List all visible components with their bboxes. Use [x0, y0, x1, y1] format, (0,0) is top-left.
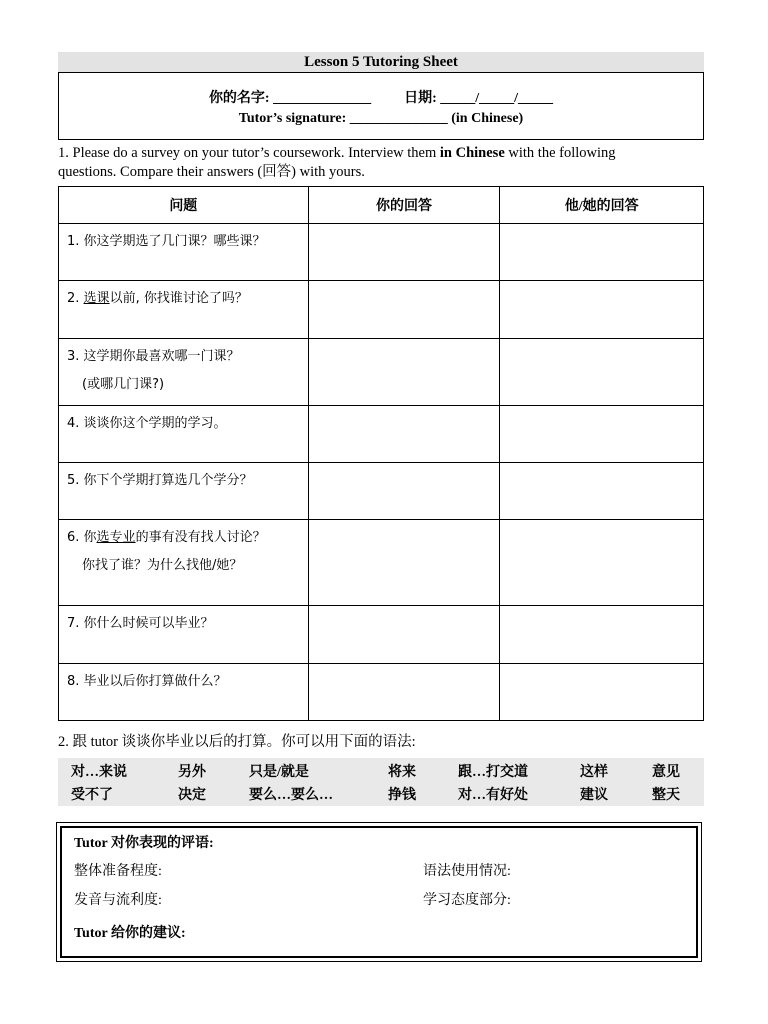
- your-answer-cell[interactable]: [308, 606, 500, 664]
- grammar-item: 对…有好处: [458, 788, 528, 803]
- question-8: 8. 毕业以后你打算做什么？: [59, 664, 309, 721]
- instruction-1-text-b: with the following: [504, 145, 616, 161]
- their-answer-cell[interactable]: [500, 520, 704, 606]
- your-answer-cell[interactable]: [308, 281, 500, 339]
- prep-label: 整体准备程度:: [74, 864, 162, 879]
- name-date-line: [59, 87, 703, 107]
- grammar-use-label: 语法使用情况:: [423, 864, 511, 879]
- grammar-item: 对…来说: [71, 765, 127, 780]
- your-answer-cell[interactable]: [308, 664, 500, 721]
- sheet-title: Lesson 5 Tutoring Sheet: [58, 52, 704, 72]
- grammar-item: 要么…要么…: [249, 788, 333, 803]
- table-row: [59, 463, 704, 520]
- your-answer-cell[interactable]: [308, 339, 500, 406]
- table-header-row: [59, 187, 704, 224]
- grammar-item: 挣钱: [388, 788, 416, 803]
- grammar-item: 将来: [388, 765, 416, 780]
- grammar-item: 意见: [652, 765, 680, 780]
- question-2: 2. 选课以前, 你找谁讨论了吗？: [59, 281, 309, 339]
- their-answer-cell[interactable]: [500, 463, 704, 520]
- their-answer-cell[interactable]: [500, 281, 704, 339]
- question-5: 5. 你下个学期打算选几个学分？: [59, 463, 309, 520]
- pronunciation-label: 发音与流利度:: [74, 893, 162, 908]
- evaluation-title: Tutor 对你表现的评语:: [74, 836, 214, 851]
- signature-note: (in Chinese): [451, 111, 524, 126]
- table-row: [59, 281, 704, 339]
- their-answer-cell[interactable]: [500, 339, 704, 406]
- date-label: 日期:: [404, 91, 437, 106]
- instruction-1-bold: in Chinese: [439, 145, 505, 161]
- signature-blank[interactable]: ______________: [349, 111, 448, 126]
- question-3: 3. 这学期你最喜欢哪一门课？ (或哪几门课?): [59, 339, 309, 406]
- grammar-box: [58, 758, 704, 806]
- grammar-item: 跟…打交道: [458, 765, 528, 780]
- grammar-item: 决定: [178, 788, 206, 803]
- header-your-answer: 你的回答: [308, 187, 500, 224]
- your-answer-cell[interactable]: [308, 224, 500, 281]
- signature-label: Tutor’s signature:: [238, 111, 347, 126]
- your-answer-cell[interactable]: [308, 463, 500, 520]
- their-answer-cell[interactable]: [500, 406, 704, 463]
- your-answer-cell[interactable]: [308, 406, 500, 463]
- question-4: 4. 谈谈你这个学期的学习。: [59, 406, 309, 463]
- date-blank[interactable]: _____/_____/_____: [440, 91, 554, 106]
- signature-line: [59, 111, 703, 127]
- grammar-item: 受不了: [71, 788, 113, 803]
- instruction-1-line-2: questions. Compare their answers (回答) with yours.: [58, 164, 365, 180]
- grammar-item: 只是/就是: [249, 765, 309, 780]
- header-question: 问题: [59, 187, 309, 224]
- table-row: [59, 606, 704, 664]
- name-label: 你的名字:: [208, 91, 270, 106]
- table-row: [59, 664, 704, 721]
- table-row: [59, 520, 704, 606]
- your-answer-cell[interactable]: [308, 520, 500, 606]
- grammar-item: 这样: [580, 765, 608, 780]
- table-row: [59, 339, 704, 406]
- header-their-answer: 他/她的回答: [500, 187, 704, 224]
- table-row: [59, 224, 704, 281]
- table-row: [59, 406, 704, 463]
- tutor-evaluation-box: [56, 822, 702, 962]
- instruction-2: 2. 跟 tutor 谈谈你毕业以后的打算。你可以用下面的语法:: [58, 734, 416, 750]
- name-blank[interactable]: ______________: [273, 91, 372, 106]
- grammar-item: 另外: [178, 765, 206, 780]
- student-info-box: [58, 72, 704, 140]
- grammar-item: 整天: [652, 788, 680, 803]
- survey-table: [58, 186, 704, 721]
- instruction-1-text-a: 1. Please do a survey on your tutor’s coursework. Interview them: [58, 145, 440, 161]
- grammar-item: 建议: [580, 788, 608, 803]
- their-answer-cell[interactable]: [500, 224, 704, 281]
- instruction-1: [58, 144, 708, 182]
- their-answer-cell[interactable]: [500, 664, 704, 721]
- question-7: 7. 你什么时候可以毕业？: [59, 606, 309, 664]
- their-answer-cell[interactable]: [500, 606, 704, 664]
- question-1: 1. 你这学期选了几门课？哪些课？: [59, 224, 309, 281]
- attitude-label: 学习态度部分:: [423, 893, 511, 908]
- suggestion-label: Tutor 给你的建议:: [74, 926, 186, 941]
- tutor-evaluation-inner: [60, 826, 698, 958]
- question-6: 6. 你选专业的事有没有找人讨论？ 你找了谁？为什么找他/她？: [59, 520, 309, 606]
